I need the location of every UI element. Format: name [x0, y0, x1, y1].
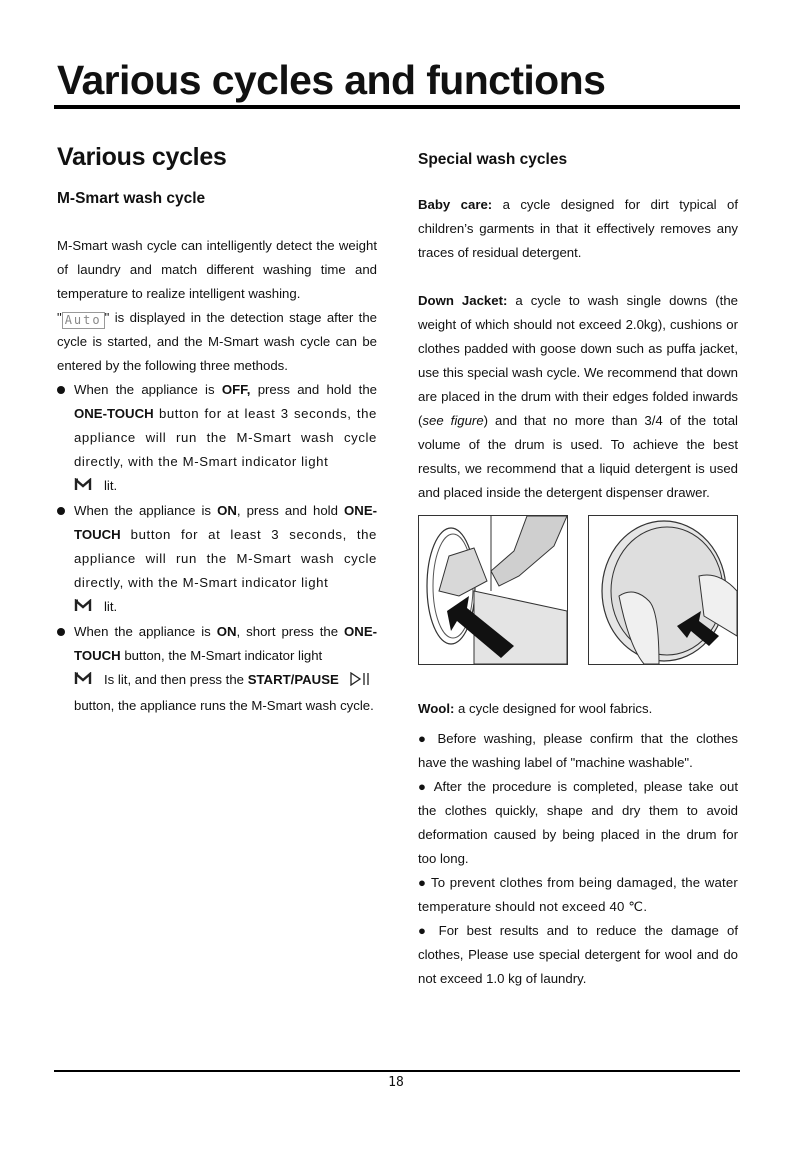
list-item: ● After the procedure is completed, please take out the clothes quickly, shape and dry them to avoid deformation caused by being placed in the drum for too long. — [418, 779, 738, 866]
right-column — [418, 140, 738, 991]
msmart-methods-list — [57, 378, 377, 718]
msmart-indicator-icon — [74, 669, 94, 693]
down-jacket-paragraph: Down Jacket: a cycle to wash single downs (the weight of which should not exceed 2.0kg), cushions or clothes padded with goose down such as puffa jacket, use this special wash cycle. We recommend that down are placed in the drum with their edges folded inwards (see figure) and that no more than 3/4 of the total volume of the drum is used. To achieve the best results, we recommend that a liquid detergent is used and placed inside the detergent dispenser drawer. — [418, 293, 738, 500]
msmart-intro: M-Smart wash cycle can intelligently detect the weight of laundry and match different washing time and temperature to realize intelligent washing. — [57, 238, 377, 301]
list-item: When the appliance is OFF, press and hold the ONE-TOUCH button for at least 3 seconds, the appliance will run the M-Smart wash cycle directly, with the M-Smart indicator light lit. — [57, 378, 377, 499]
down-jacket-figures — [418, 515, 738, 665]
section-title-special-wash: Special wash cycles — [418, 151, 568, 168]
msmart-indicator-icon — [74, 596, 94, 620]
list-item: ● Before washing, please confirm that the clothes have the washing label of "machine washable". — [418, 731, 738, 770]
page-number: 18 — [388, 1075, 404, 1090]
bullet-icon — [57, 507, 65, 515]
footer-divider — [54, 1070, 740, 1072]
bullet-icon — [57, 386, 65, 394]
figure-fold-edges-inward — [588, 515, 738, 665]
msmart-auto-paragraph: " Auto " is displayed in the detection stage after the cycle is started, and the M-Smart wash cycle can be entered by the following three methods. — [57, 310, 377, 373]
list-item: ● To prevent clothes from being damaged, the water temperature should not exceed 40 ℃. — [418, 875, 738, 914]
msmart-indicator-icon — [74, 475, 94, 499]
subsection-title-msmart: M-Smart wash cycle — [57, 190, 206, 207]
list-item: When the appliance is ON, short press the ONE-TOUCH button, the M-Smart indicator light Is lit, and then press the START/PAUSE button, the appliance runs the M-Smart wash cycle. — [57, 620, 377, 718]
section-title-various-cycles: Various cycles — [57, 143, 227, 171]
start-pause-icon — [349, 670, 371, 694]
wool-bullet-list — [418, 727, 738, 991]
bullet-icon — [57, 628, 65, 636]
figure-load-down-jacket — [418, 515, 568, 665]
page-title: Various cycles and functions — [57, 57, 606, 103]
left-column — [57, 140, 377, 718]
baby-care-paragraph: Baby care: a cycle designed for dirt typical of children’s garments in that it effectively removes any traces of residual detergent. — [418, 197, 738, 260]
title-divider — [54, 105, 740, 109]
wool-paragraph: Wool: a cycle designed for wool fabrics. — [418, 701, 653, 716]
list-item: ● For best results and to reduce the damage of clothes, Please use special detergent for wool and do not exceed 1.0 kg of laundry. — [418, 923, 738, 986]
list-item: When the appliance is ON, press and hold ONE-TOUCH button for at least 3 seconds, the appliance will run the M-Smart wash cycle directly, with the M-Smart indicator light lit. — [57, 499, 377, 620]
auto-display-icon: Auto — [62, 312, 105, 329]
